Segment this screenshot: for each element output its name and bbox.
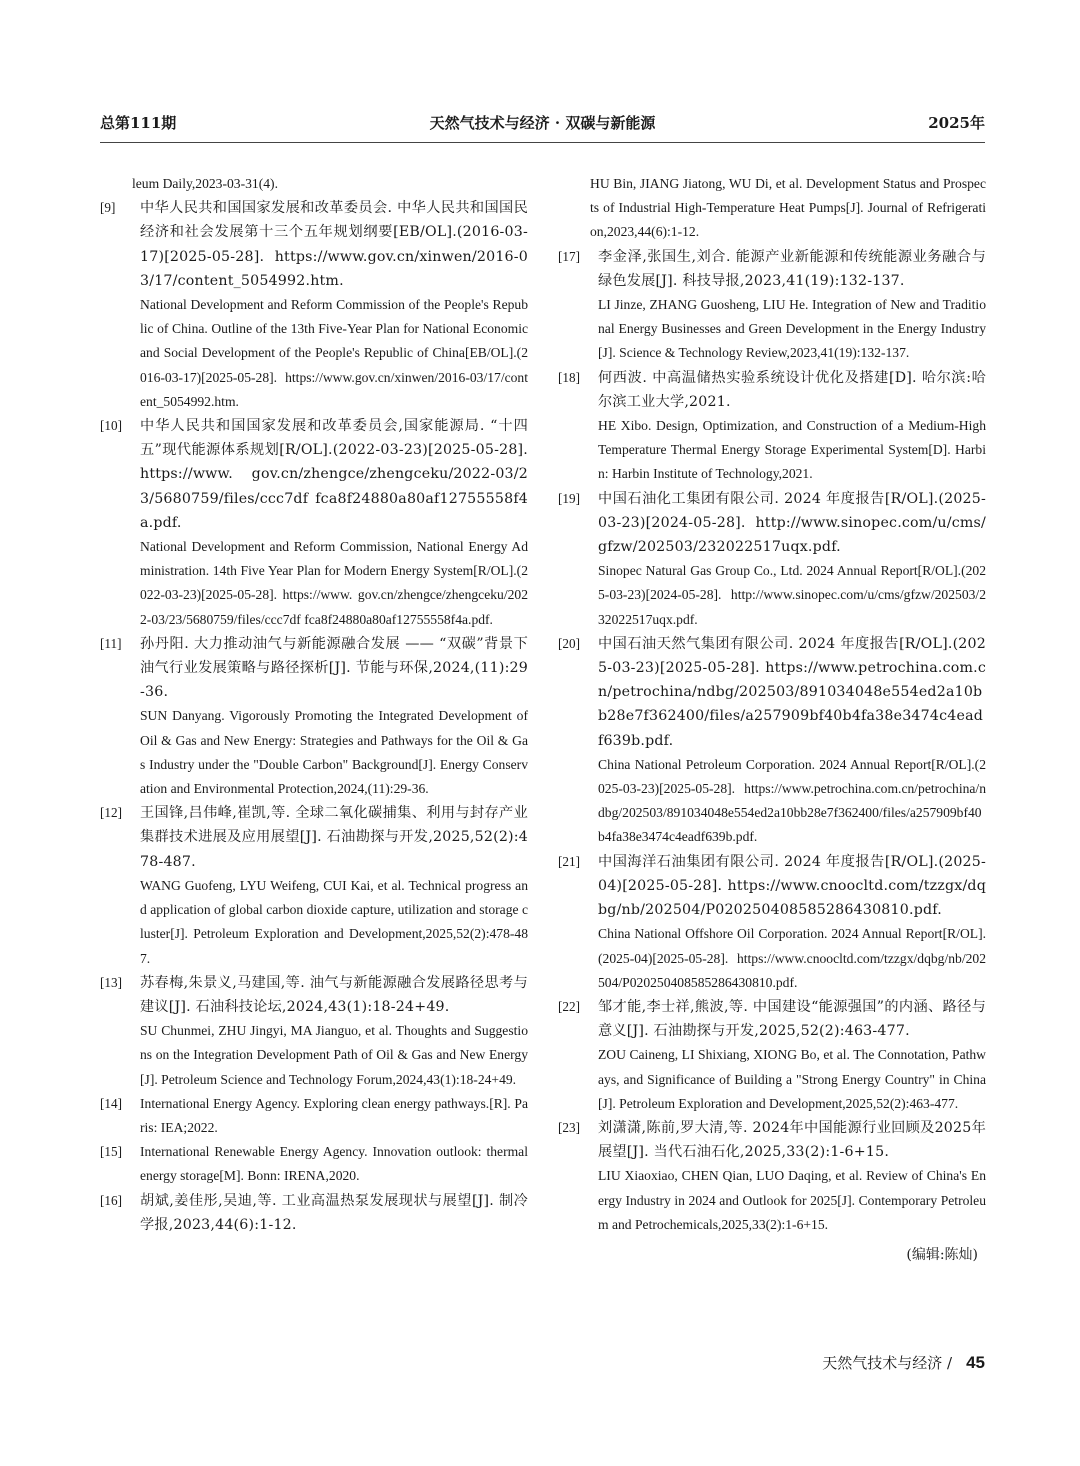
reference-entry [558,995,986,1116]
editor-credit: (编辑:陈灿) [906,1246,978,1263]
reference-number: [16] [100,1192,122,1208]
references-left-column [100,172,528,1237]
reference-english-citation: China National Petroleum Corporation. 2024 Annual Report[R/OL].(2025-03-23)[2025-05-28]. https://www.petrochina.com.cn/petrochina/ndbg/202503/891034048e554ed2a10bb28e7f362400/files/a257909bf40b4fa38e3474c4eadf639b.pdf. [598,756,986,845]
reference-english-citation: SUN Danyang. Vigorously Promoting the Integrated Development of Oil & Gas and New Energy: Strategies and Pathways for the Oil & Gas Industry under the "Double Carbon" Background[J]. Energy Conservation and Environmental Protection,2024,(11):29-36. [140,708,528,797]
reference-english-citation: International Energy Agency. Exploring clean energy pathways.[R]. Paris: IEA;2022. [140,1095,528,1135]
reference-chinese-citation: 中国石油天然气集团有限公司. 2024 年度报告[R/OL].(2025-03-23)[2025-05-28]. https://www.petrochina.com.cn/petrochina/ndbg/202503/891034048e554ed2a10bb28e7f362400/files/a257909bf40b4fa38e3474c4eadf639b.pdf. [598,635,986,749]
reference-entry [558,366,986,487]
reference-chinese-citation: 中国海洋石油集团有限公司. 2024 年度报告[R/OL].(2025-04)[2025-05-28]. https://www.cnoocltd.com/tzzgx/dqbg/nb/202504/P020250408585286430810.pdf. [598,853,986,919]
references-right-column [558,172,986,1267]
issue-number: 总第111期 [100,114,177,132]
publication-year: 2025年 [928,114,985,132]
reference-english-citation: National Development and Reform Commission of the People's Republic of China. Outline of the 13th Five-Year Plan for National Economic and Social Development of the People's Republic of China[EB/OL].(2016-03-17)[2025-05-28]. https://www.gov.cn/xinwen/2016-03/17/content_5054992.htm. [140,297,528,409]
reference-english-citation: International Renewable Energy Agency. Innovation outlook: thermal energy storage[M]. Bonn: IRENA,2020. [140,1144,528,1184]
reference-chinese-citation: 苏春梅,朱景义,马建国,等. 油气与新能源融合发展路径思考与建议[J]. 石油科技论坛,2024,43(1):18-24+49. [140,974,528,1015]
reference-english-citation: WANG Guofeng, LYU Weifeng, CUI Kai, et al. Technical progress and application of global carbon dioxide capture, utilization and storage cluster[J]. Petroleum Exploration and Development,2025,52(2):478-487. [140,877,528,966]
reference-english-citation: leum Daily,2023-03-31(4). [132,176,278,191]
reference-entry [100,971,528,1092]
reference-chinese-citation: 刘潇潇,陈前,罗大清,等. 2024年中国能源行业回顾及2025年展望[J]. 当代石油石化,2025,33(2):1-6+15. [598,1119,986,1161]
journal-section-title: 天然气技术与经济 · 双碳与新能源 [429,114,656,132]
reference-number: [19] [558,490,580,506]
reference-number: [13] [100,974,122,990]
reference-number: [17] [558,248,580,264]
reference-english-citation: China National Offshore Oil Corporation. 2024 Annual Report[R/OL].(2025-04)[2025-05-28]. https://www.cnoocltd.com/tzzgx/dqbg/nb/202504/P020250408585286430810.pdf. [598,926,986,990]
reference-chinese-citation: 何西波. 中高温储热实验系统设计优化及搭建[D]. 哈尔滨:哈尔滨工业大学,2021. [598,369,986,410]
reference-number: [9] [100,200,116,216]
reference-chinese-citation: 胡斌,姜佳彤,吴迪,等. 工业高温热泵发展现状与展望[J]. 制冷学报,2023,44(6):1-12. [140,1192,528,1233]
header-divider [100,142,985,143]
reference-chinese-citation: 中华人民共和国国家发展和改革委员会. 中华人民共和国国民经济和社会发展第十三个五年规划纲要[EB/OL].(2016-03-17)[2025-05-28]. https://www.gov.cn/xinwen/2016-03/17/content_5054992.htm. [140,200,528,289]
reference-number: [22] [558,998,580,1014]
reference-chinese-citation: 孙丹阳. 大力推动油气与新能源融合发展 —— “双碳”背景下油气行业发展策略与路径探析[J]. 节能与环保,2024,(11):29-36. [140,635,528,701]
reference-number: [12] [100,805,122,821]
reference-chinese-citation: 李金泽,张国生,刘合. 能源产业新能源和传统能源业务融合与绿色发展[J]. 科技导报,2023,41(19):132-137. [598,248,986,289]
reference-entry [100,1189,528,1237]
reference-entry [100,801,528,970]
reference-number: [23] [558,1119,580,1135]
reference-number: [14] [100,1095,122,1111]
reference-number: [18] [558,369,580,385]
reference-entry [100,1140,528,1188]
reference-entry [558,1116,986,1237]
reference-entry [558,632,986,850]
reference-chinese-citation: 中国石油化工集团有限公司. 2024 年度报告[R/OL].(2025-03-23)[2024-05-28]. http://www.sinopec.com/u/cms/gfzw/202503/232022517uqx.pdf. [598,490,986,556]
reference-number: [21] [558,853,580,869]
reference-english-citation: HU Bin, JIANG Jiatong, WU Di, et al. Development Status and Prospects of Industrial High-Temperature Heat Pumps[J]. Journal of Refrigeration,2023,44(6):1-12. [590,176,986,240]
reference-number: [10] [100,418,122,434]
running-header [100,112,985,140]
reference-chinese-citation: 王国锋,吕伟峰,崔凯,等. 全球二氧化碳捕集、利用与封存产业集群技术进展及应用展望[J]. 石油勘探与开发,2025,52(2):478-487. [140,805,528,870]
reference-number: [11] [100,635,122,651]
footer-journal-name: 天然气技术与经济 / [822,1354,953,1372]
reference-entry [100,1092,528,1140]
reference-number: [20] [558,635,580,651]
reference-chinese-citation: 中华人民共和国国家发展和改革委员会,国家能源局. “十四五”现代能源体系规划[R/OL].(2022-03-23)[2025-05-28]. https://www. gov.cn/zhengce/zhengceku/2022-03/23/5680759/files/ccc7df fca8f24880a80af12755558f4a.pdf. [140,418,528,531]
reference-english-citation: Sinopec Natural Gas Group Co., Ltd. 2024 Annual Report[R/OL].(2025-03-23)[2024-05-28]. http://www.sinopec.com/u/cms/gfzw/202503/232022517uqx.pdf. [598,563,986,627]
reference-entry [558,850,986,995]
reference-entry [100,414,528,632]
reference-english-citation: LIU Xiaoxiao, CHEN Qian, LUO Daqing, et al. Review of China's Energy Industry in 2024 and Outlook for 2025[J]. Contemporary Petroleum and Petrochemicals,2025,33(2):1-6+15. [598,1168,986,1232]
reference-chinese-citation: 邹才能,李士祥,熊波,等. 中国建设“能源强国”的内涵、路径与意义[J]. 石油勘探与开发,2025,52(2):463-477. [598,998,986,1040]
page-footer [822,1352,985,1373]
reference-entry [100,632,528,801]
reference-entry [558,245,986,366]
reference-number: [15] [100,1144,122,1160]
reference-english-citation: SU Chunmei, ZHU Jingyi, MA Jianguo, et al. Thoughts and Suggestions on the Integration Development Path of Oil & Gas and New Energy[J]. Petroleum Science and Technology Forum,2024,43(1):18-24+49. [140,1023,528,1087]
reference-english-citation: LI Jinze, ZHANG Guosheng, LIU He. Integration of New and Traditional Energy Businesses and Green Development in the Energy Industry[J]. Science & Technology Review,2023,41(19):132-137. [598,297,986,361]
reference-english-citation: ZOU Caineng, LI Shixiang, XIONG Bo, et al. The Connotation, Pathways, and Significance of Building a "Strong Energy Country" in China[J]. Petroleum Exploration and Development,2025,52(2):463-477. [598,1047,986,1111]
page-number: 45 [966,1353,985,1372]
reference-english-citation: National Development and Reform Commission, National Energy Administration. 14th Five Year Plan for Modern Energy System[R/OL].(2022-03-23)[2025-05-28]. https://www. gov.cn/zhengce/zhengceku/2022-03/23/5680759/files/ccc7df fca8f24880a80af12755558f4a.pdf. [140,539,528,627]
reference-entry [100,196,528,414]
reference-entry [558,172,986,245]
reference-entry [558,487,986,632]
reference-english-citation: HE Xibo. Design, Optimization, and Construction of a Medium-High Temperature Thermal Energy Storage Experimental System[D]. Harbin: Harbin Institute of Technology,2021. [598,418,986,482]
reference-entry [100,172,528,196]
